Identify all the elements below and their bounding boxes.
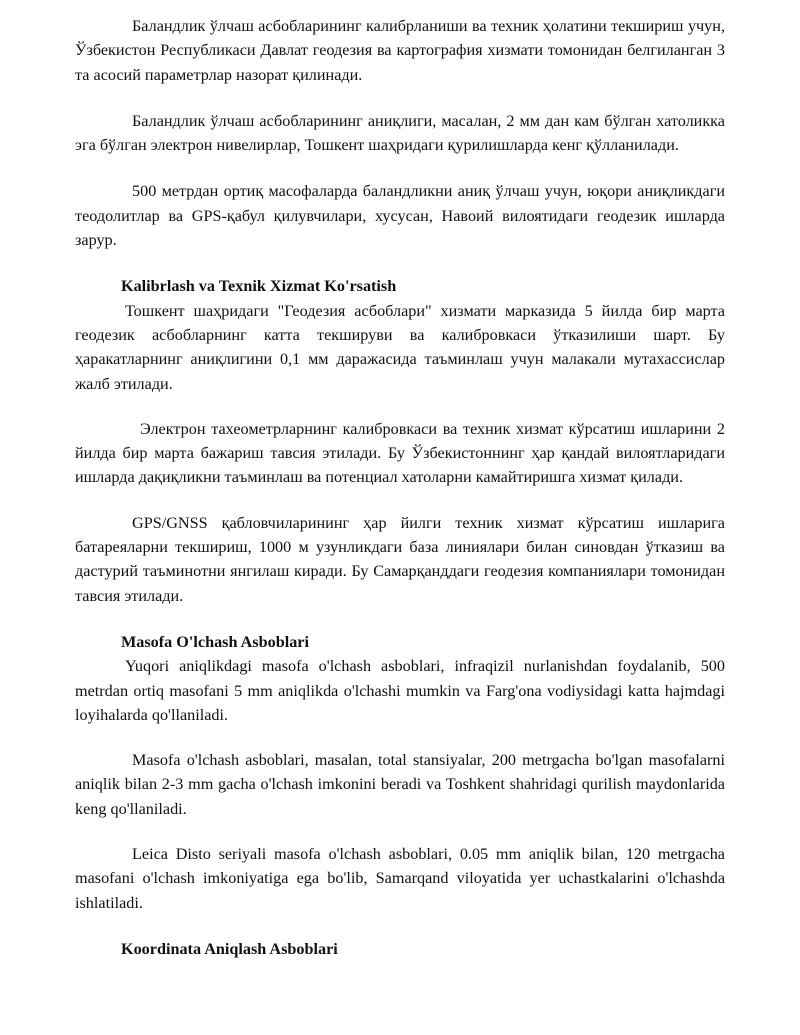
paragraph: Masofa o'lchash asboblari, masalan, total stansiyalar, 200 metrgacha bo'lgan masofalarni aniqlik bilan 2-3 mm gacha o'lchash imkonini beradi va Toshkent shahridagi qurilish maydonlarida keng qo'llaniladi. (75, 751, 725, 818)
paragraph: Leica Disto seriyali masofa o'lchash asboblari, 0.05 mm aniqlik bilan, 120 metrgacha masofani o'lchash imkoniyatiga ega bo'lib, Samarqand viloyatida yer uchastkalarini o'lchashda ishlatiladi. (75, 845, 725, 912)
section-heading-distance: Masofa O'lchash Asboblari (121, 632, 309, 651)
paragraph: GPS/GNSS қабловчиларининг ҳар йилги техник хизмат кўрсатиш ишларига батареяларни текшириш, 1000 м узунликдаги база линиялари билан синовдан ўтказиш ва дастурий таъминотни янгилаш киради. Бу Самарқанддаги геодезия компаниялари томонидан тавсия этилади. (75, 513, 725, 605)
paragraph: Тошкент шаҳридаги "Геодезия асбоблари" хизмати марказида 5 йилда бир марта геодезик асбобларнинг катта текшируви ва калибровкаси ўтказилиши шарт. Бу ҳаракатларнинг аниқлигини 0,1 мм даражасида таъминлаш учун малакали мутахассислар жалб этилади. (75, 301, 725, 393)
paragraph: Баландлик ўлчаш асбобларининг аниқлиги, масалан, 2 мм дан кам бўлган хатоликка эга бўлган электрон нивелирлар, Тошкент шаҳридаги қурилишларда кенг қўлланилади. (75, 111, 725, 155)
document-page (75, 14, 725, 961)
section-heading-calibration: Kalibrlash va Texnik Xizmat Ko'rsatish (121, 277, 397, 296)
paragraph: Электрон тахеометрларнинг калибровкаси ва техник хизмат кўрсатиш ишларини 2 йилда бир марта бажариш тавсия этилади. Бу Ўзбекистоннинг ҳар қандай вилоятларидаги ишларда дақиқликни таъминлаш ва потенциал хатоларни камайтиришга хизмат қилади. (75, 419, 725, 487)
paragraph: Yuqori aniqlikdagi masofa o'lchash asboblari, infraqizil nurlanishdan foydalanib, 500 metrdan ortiq masofani 5 mm aniqlikda o'lchashi mumkin va Farg'ona vodiysidagi katta hajmdagi loyihalarda qo'llaniladi. (75, 657, 725, 724)
paragraph: Баландлик ўлчаш асбобларининг калибрланиши ва техник ҳолатини текшириш учун, Ўзбекистон Республикаси Давлат геодезия ва картография хизмати томонидан белгиланган 3 та асосий параметрлар назорат қилинади. (75, 17, 725, 84)
paragraph: 500 метрдан ортиқ масофаларда баландликни аниқ ўлчаш учун, юқори аниқликдаги теодолитлар ва GPS-қабул қилувчилари, хусусан, Навоий вилоятидаги геодезик ишларда зарур. (75, 182, 725, 250)
section-heading-coordinates: Koordinata Aniqlash Asboblari (121, 939, 338, 958)
